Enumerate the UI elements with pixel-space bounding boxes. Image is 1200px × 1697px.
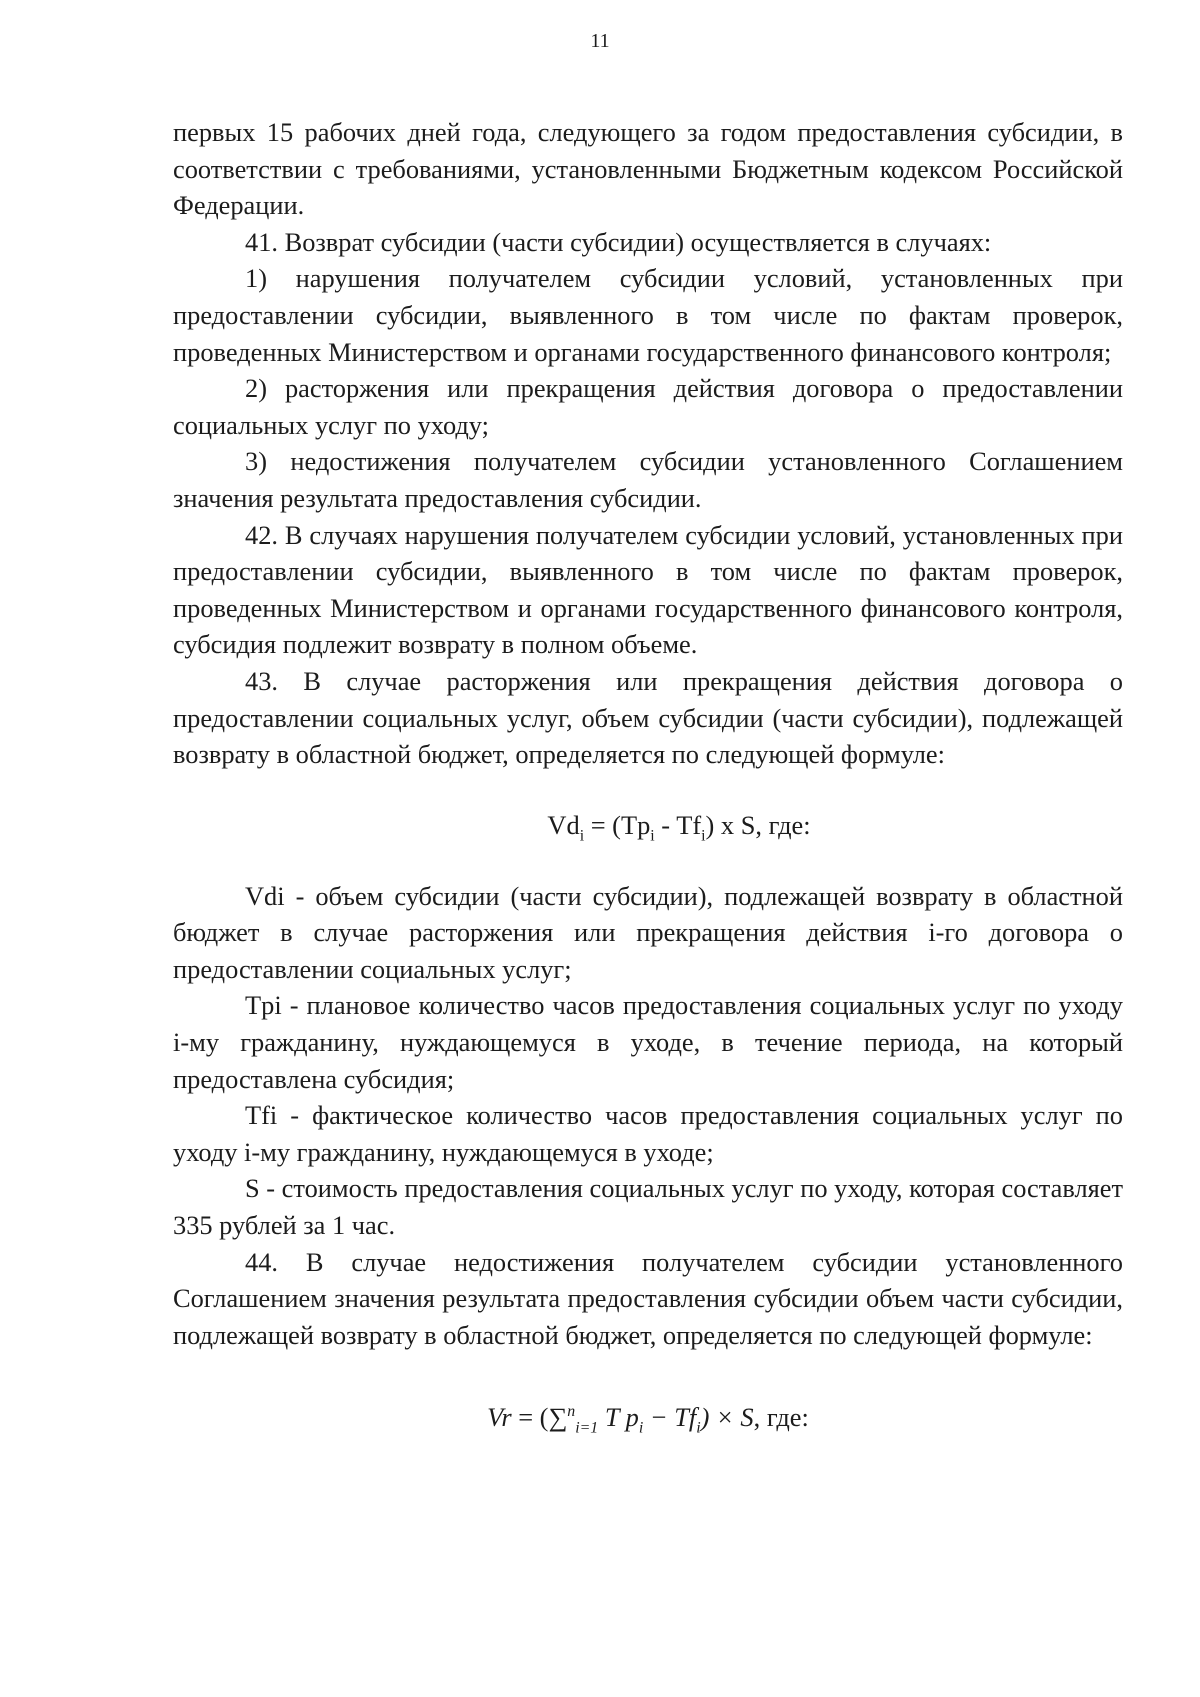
page-number: 11 (590, 30, 610, 52)
definition-vdi: Vdi - объем субсидии (части субсидии), подлежащей возврату в областной бюджет в случае расторжения или прекращения действия i-го договора о предоставлении социальных услуг; (173, 880, 1123, 984)
formula-vd-symbol: Vd (547, 809, 580, 840)
formula-vr-tp: T p (598, 1402, 639, 1433)
formula-sum-upper: n (567, 1403, 576, 1421)
formula-vr-lhs: Vr (487, 1402, 512, 1433)
paragraph-continuation: первых 15 рабочих дней года, следующего за годом предоставления субсидии, в соответствии с требованиями, установленными Бюджетным кодексом Российской Федерации. (173, 117, 1123, 221)
formula-vr (173, 1399, 1123, 1436)
definition-s: S - стоимость предоставления социальных услуг по уходу, которая составляет 335 рублей за 1 час. (173, 1173, 1123, 1241)
formula-vd-close: ) x S, где: (705, 809, 811, 840)
paragraph-42: 42. В случаях нарушения получателем субсидии условий, установленных при предоставлении субсидии, выявленного в том числе по фактам проверок, проведенных Министерством и органами государственного финансового контроля, субсидия подлежит возврату в полном объеме. (173, 519, 1123, 660)
paragraph-43: 43. В случае расторжения или прекращения действия договора о предоставлении социальных услуг, объем субсидии (части субсидии), подлежащей возврату в областной бюджет, определяется по следующей формуле: (173, 665, 1123, 770)
formula-vr-eq: = ( (511, 1402, 549, 1433)
formula-vr-minus: − Tf (643, 1402, 697, 1433)
definition-tpi: Tpi - плановое количество часов предоставления социальных услуг по уходу i-му гражданину, нуждающемуся в уходе, в течение периода, на который предоставлена субсидия; (173, 990, 1123, 1094)
document-body (173, 114, 1123, 1436)
spacer (173, 1353, 1123, 1399)
formula-vd-minus: - Tf (654, 809, 702, 840)
spacer (173, 844, 1123, 878)
formula-vr-tf-subscript: i (696, 1419, 701, 1437)
formula-tf-subscript: i (701, 826, 706, 844)
formula-vd-open: = (Tp (584, 809, 651, 840)
paragraph-44: 44. В случае недостижения получателем субсидии установленного Соглашением значения результата предоставления субсидии объем части субсидии, подлежащей возврату в областной бюджет, определяется по следующей формуле: (173, 1246, 1123, 1350)
paragraph-41-item-2: 2) расторжения или прекращения действия договора о предоставлении социальных услуг по уходу; (173, 373, 1123, 440)
formula-vr-close: ) × S (700, 1402, 754, 1433)
paragraph-41-item-1: 1) нарушения получателем субсидии условий, установленных при предоставлении субсидии, выявленного в том числе по фактам проверок, проведенных Министерством и органами государственного финансового контроля; (173, 263, 1123, 367)
formula-sum-symbol: ∑ (548, 1402, 568, 1433)
paragraph-41-item-3: 3) недостижения получателем субсидии установленного Соглашением значения результата предоставления субсидии. (173, 446, 1123, 513)
spacer (173, 773, 1123, 807)
formula-vr-tail: , где: (753, 1402, 809, 1433)
formula-sum-lower: i=1 (575, 1419, 599, 1437)
formula-tp-subscript: i (650, 826, 655, 844)
definition-tfi: Tfi - фактическое количество часов предоставления социальных услуг по уходу i-му гражданину, нуждающемуся в уходе; (173, 1100, 1123, 1167)
paragraph-41: 41. Возврат субсидии (части субсидии) осуществляется в случаях: (245, 226, 992, 257)
formula-vr-tp-subscript: i (638, 1419, 644, 1437)
formula-vd-subscript: i (579, 826, 585, 844)
formula-vd (173, 807, 1123, 844)
